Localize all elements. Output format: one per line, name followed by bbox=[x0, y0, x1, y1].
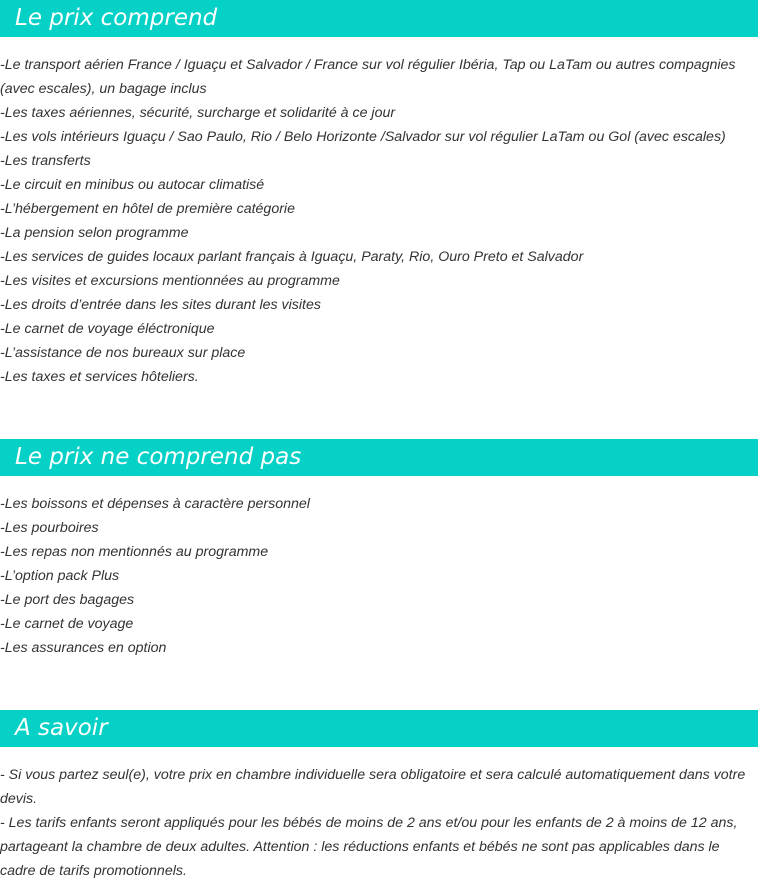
list-item: -L’assistance de nos bureaux sur place bbox=[0, 345, 246, 361]
list-item: -Les vols intérieurs Iguaçu / Sao Paulo, Rio / Belo Horizonte /Salvador sur vol régulier LaTam ou Gol (avec escales) bbox=[0, 129, 726, 145]
list-item: -Les taxes aériennes, sécurité, surcharge et solidarité à ce jour bbox=[0, 105, 396, 121]
price-includes-list bbox=[0, 53, 758, 389]
list-item: -La pension selon programme bbox=[0, 225, 189, 241]
list-item: -Le circuit en minibus ou autocar climatisé bbox=[0, 177, 265, 193]
list-item: - Les tarifs enfants seront appliqués pour les bébés de moins de 2 ans et/ou pour les enfants de 2 à moins de 12 ans, partageant la chambre de deux adultes. Attention : les réductions enfants et bébés ne sont pas applicables dans le cadre de tarifs promotionnels. bbox=[0, 815, 738, 879]
list-item: -Les pourboires bbox=[0, 520, 99, 536]
price-excludes-title: Le prix ne comprend pas bbox=[15, 444, 302, 470]
price-includes-header bbox=[0, 0, 758, 37]
list-item: -Les repas non mentionnés au programme bbox=[0, 544, 269, 560]
list-item: -Les visites et excursions mentionnées au programme bbox=[0, 273, 340, 289]
list-item: -Les assurances en option bbox=[0, 640, 167, 656]
list-item: -Les droits d’entrée dans les sites durant les visites bbox=[0, 297, 321, 313]
list-item: -Les taxes et services hôteliers. bbox=[0, 369, 199, 385]
list-item: -Le carnet de voyage bbox=[0, 616, 134, 632]
good-to-know-title: A savoir bbox=[15, 715, 108, 741]
list-item: -L’hébergement en hôtel de première catégorie bbox=[0, 201, 295, 217]
good-to-know-list bbox=[0, 763, 758, 883]
list-item: -Les services de guides locaux parlant français à Iguaçu, Paraty, Rio, Ouro Preto et Salvador bbox=[0, 249, 584, 265]
list-item: -Le carnet de voyage éléctronique bbox=[0, 321, 215, 337]
price-excludes-list bbox=[0, 492, 758, 660]
list-item: -Les boissons et dépenses à caractère personnel bbox=[0, 496, 310, 512]
list-item: - Si vous partez seul(e), votre prix en chambre individuelle sera obligatoire et sera calculé automatiquement dans votre devis. bbox=[0, 767, 746, 807]
good-to-know-header bbox=[0, 710, 758, 747]
list-item: -Les transferts bbox=[0, 153, 91, 169]
list-item: -L’option pack Plus bbox=[0, 568, 120, 584]
list-item: -Le transport aérien France / Iguaçu et Salvador / France sur vol régulier Ibéria, Tap ou LaTam ou autres compagnies (avec escales), un bagage inclus bbox=[0, 57, 736, 97]
price-includes-section bbox=[0, 0, 758, 389]
price-excludes-section bbox=[0, 439, 758, 660]
good-to-know-section bbox=[0, 710, 758, 883]
list-item: -Le port des bagages bbox=[0, 592, 135, 608]
price-includes-title: Le prix comprend bbox=[15, 5, 218, 31]
price-excludes-header bbox=[0, 439, 758, 476]
